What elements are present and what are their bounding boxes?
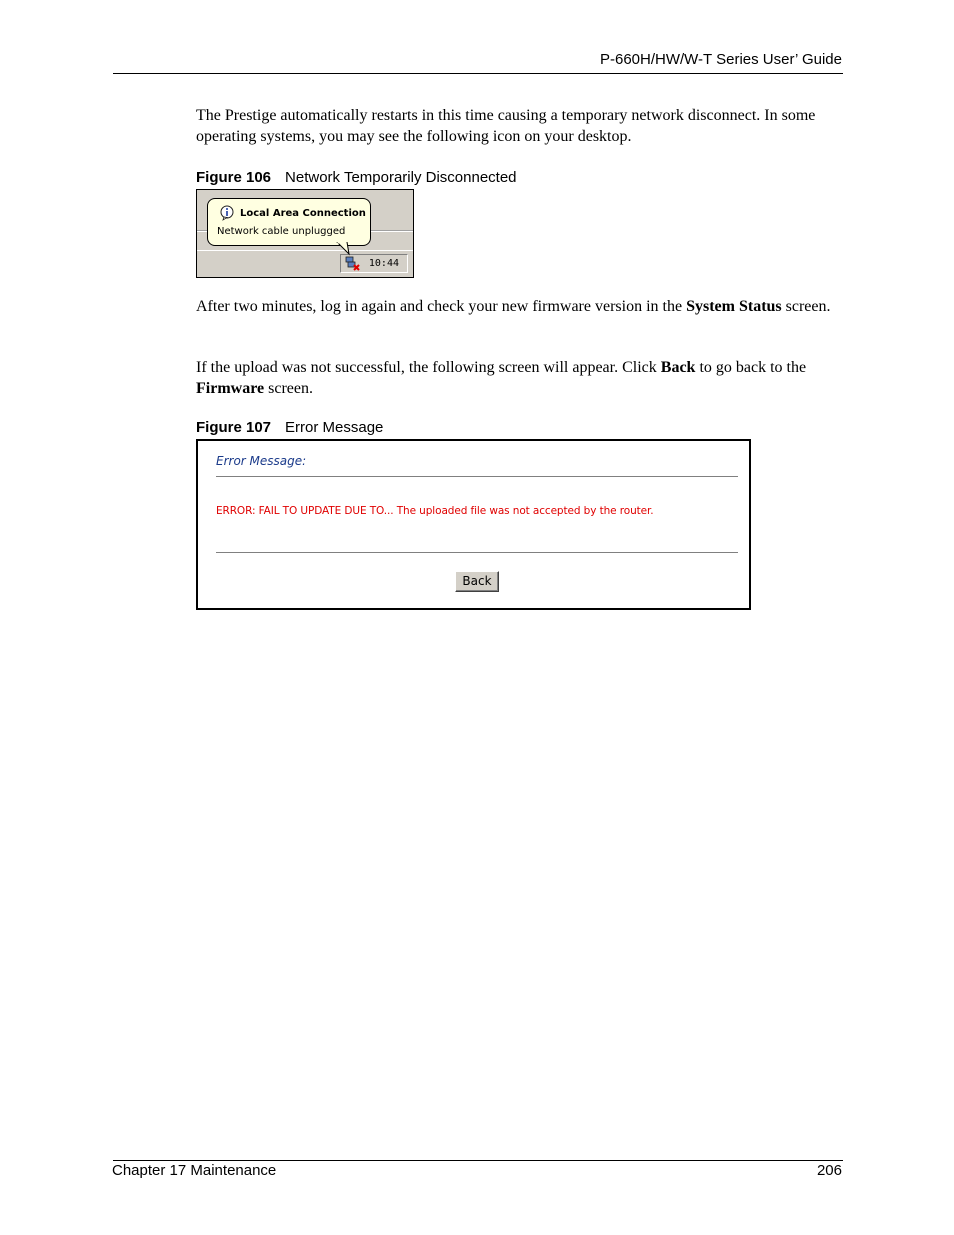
footer-rule [113, 1160, 843, 1161]
error-heading-rule [216, 476, 738, 477]
figure-106-title: Network Temporarily Disconnected [285, 169, 517, 186]
balloon-message: Network cable unplugged [217, 226, 346, 237]
paragraph-check-firmware [196, 297, 836, 318]
balloon-pointer [335, 242, 359, 256]
paragraph-restart-notice: The Prestige automatically restarts in this time causing a temporary network disconnect. In some operating systems, you may see the following icon on your desktop. [196, 107, 816, 145]
figure-107-label: Figure 107 [196, 419, 272, 436]
figure-106-network-disconnected [196, 189, 414, 278]
network-disconnected-icon[interactable] [345, 256, 361, 276]
back-term: Back [660, 359, 696, 376]
taskbar-edge [197, 250, 413, 251]
system-status-term: System Status [686, 298, 782, 315]
figure-106-label: Figure 106 [196, 169, 272, 186]
back-button[interactable]: Back [455, 571, 499, 592]
balloon-title: Local Area Connection [240, 208, 366, 219]
figure-107-caption [196, 419, 383, 436]
paragraph-check-firmware-end: screen. [781, 298, 831, 315]
paragraph-upload-failed [196, 358, 836, 399]
tray-clock: 10:44 [368, 258, 399, 269]
error-footer-rule [216, 552, 738, 553]
error-heading: Error Message: [216, 454, 307, 468]
paragraph-upload-failed-text: If the upload was not successful, the following screen will appear. Click [196, 359, 661, 376]
notification-balloon[interactable] [207, 198, 371, 246]
footer-chapter: Chapter 17 Maintenance [112, 1162, 277, 1179]
footer-page-number: 206 [816, 1162, 842, 1179]
figure-107-title: Error Message [285, 419, 384, 436]
header-rule [113, 73, 843, 74]
error-text: ERROR: FAIL TO UPDATE DUE TO... The uploaded file was not accepted by the router. [216, 505, 654, 517]
paragraph-check-firmware-text: After two minutes, log in again and check your new firmware version in the [196, 298, 687, 315]
firmware-term: Firmware [196, 379, 265, 397]
figure-107-error-message [196, 439, 751, 610]
figure-106-caption [196, 169, 517, 186]
paragraph-upload-failed-end: screen. [264, 379, 313, 397]
paragraph-upload-failed-mid: to go back to the [695, 359, 807, 376]
page-header-title: P-660H/HW/W-T Series User’ Guide [599, 51, 842, 68]
info-icon [219, 205, 235, 226]
system-tray [340, 254, 408, 273]
